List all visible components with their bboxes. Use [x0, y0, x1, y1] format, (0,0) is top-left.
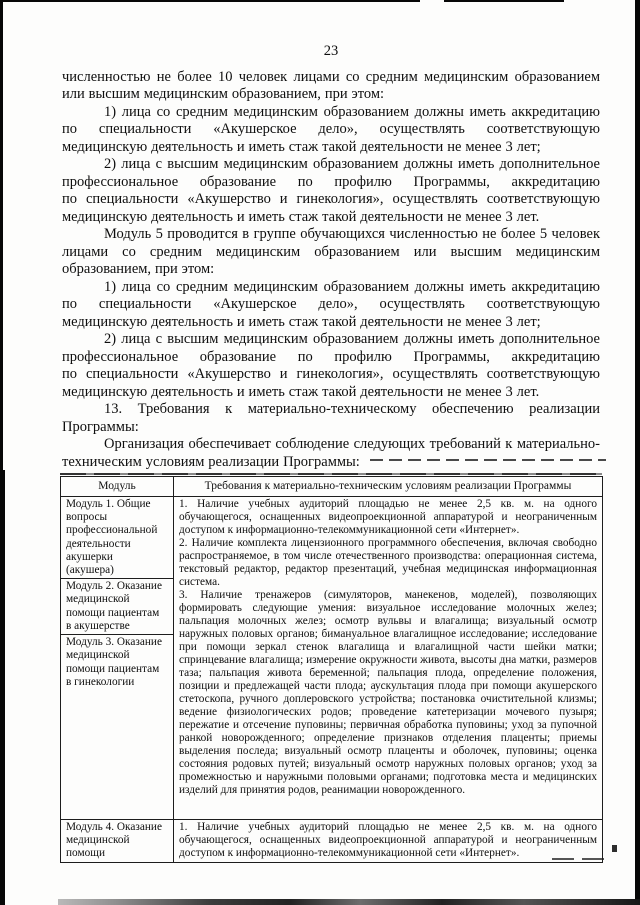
- requirements-table: [60, 476, 603, 863]
- module-label-line: Модуль 3. Оказание: [66, 636, 162, 649]
- paragraph-line: численностью не более 10 человек лицами со средним медицинским образованием: [62, 68, 600, 85]
- paragraph-line: образованием, при этом:: [62, 261, 215, 277]
- paragraph-line: Программы:: [62, 418, 139, 435]
- paragraph: [62, 436, 600, 471]
- module-label-line: Модуль 2. Оказание: [66, 580, 162, 593]
- module-label-line: помощи пациентам: [66, 606, 160, 619]
- paragraph-line: Организация обеспечивает соблюдение следующих требований к материально-: [104, 436, 600, 452]
- paragraph-line: 1) лица со средним медицинским образованием должны иметь аккредитацию: [104, 278, 600, 295]
- paragraph-line: по специальности «Акушерство и гинекология», осуществлять соответствующую: [62, 191, 600, 207]
- paragraph: [62, 69, 600, 104]
- table-row-module-1: [61, 497, 603, 579]
- requirement-item: 1. Наличие учебных аудиторий площадью не менее 2,5 кв. м. на одного обучающегося, оснащенных видеопроекционной аппаратурой и неограниченным доступом к информационно-телекоммуникационной сети «Интернет».: [179, 498, 597, 536]
- page-content: [62, 0, 600, 863]
- paragraph-line: 2) лица с высшим медицинским образованием должны иметь дополнительное: [104, 156, 600, 172]
- module-1-cell: [61, 497, 174, 579]
- module-label-line: помощи: [66, 847, 106, 860]
- module-label-line: Модуль 1. Общие: [66, 498, 151, 510]
- scan-edge-left-lower: [0, 470, 5, 905]
- module-label-line: помощи пациентам: [66, 662, 160, 675]
- requirement-item: 1. Наличие учебных аудиторий площадью не менее 2,5 кв. м. на одного обучающегося, оснащенных видеопроекционной аппаратурой и неограниченным доступом к информационно-телекоммуникационной сети «Интернет».: [179, 821, 597, 859]
- paragraph-line: медицинскую деятельность и иметь стаж такой деятельности не менее 3 лет.: [62, 383, 540, 400]
- module-3-cell: [61, 635, 174, 820]
- module-label-line: (акушера): [66, 564, 114, 577]
- module-label-line: акушерки: [66, 550, 113, 563]
- module-label-line: медицинской: [66, 593, 130, 606]
- module-label-line: медицинской: [66, 834, 130, 847]
- paragraph: [62, 279, 600, 332]
- module-2-cell: [61, 579, 174, 635]
- module-label-line: в акушерстве: [66, 619, 130, 632]
- scan-bottom-bar: [58, 899, 640, 905]
- paragraph: [62, 226, 600, 279]
- body-paragraphs: [62, 69, 600, 472]
- page-number: 23: [323, 43, 339, 59]
- paragraph-line: по специальности «Акушерское дело», осуществлять соответствующую: [62, 121, 600, 137]
- paragraph: [62, 104, 600, 157]
- scan-speck: [612, 845, 617, 852]
- paragraph-line: профессиональное образование по профилю Программы, аккредитацию: [62, 173, 600, 190]
- paragraph-line: по специальности «Акушерство и гинекология», осуществлять соответствующую: [62, 366, 600, 382]
- module-label-line: вопросы: [66, 511, 108, 524]
- module-label-line: в гинекологии: [66, 675, 135, 688]
- requirements-cell-modules-1-3: [174, 497, 603, 820]
- module-label-line: Модуль 4. Оказание: [66, 821, 162, 833]
- paragraph-line: 1) лица со средним медицинским образованием должны иметь аккредитацию: [104, 103, 600, 120]
- module-4-cell: [61, 820, 174, 863]
- paragraph-line: медицинскую деятельность и иметь стаж такой деятельности не менее 3 лет;: [62, 313, 541, 330]
- requirements-cell-module-4: [174, 820, 603, 863]
- paragraph-line: профессиональное образование по профилю Программы, аккредитацию: [62, 348, 600, 365]
- table-header-row: [61, 477, 603, 497]
- paragraph-line: 2) лица с высшим медицинским образованием должны иметь дополнительное: [104, 331, 600, 347]
- scan-edge-right: [635, 0, 640, 905]
- paragraph-line: Модуль 5 проводится в группе обучающихся численностью не более 5 человек: [104, 226, 600, 242]
- paragraph-line: по специальности «Акушерское дело», осуществлять соответствующую: [62, 296, 600, 312]
- paragraph-line: лицами со средним медицинским образованием или высшим медицинским: [62, 243, 600, 260]
- module-label-line: профессиональной: [66, 524, 158, 537]
- paragraph: [62, 331, 600, 401]
- table-header-module: Модуль: [61, 477, 174, 497]
- scan-edge-left-upper: [0, 0, 3, 478]
- module-label-line: медицинской: [66, 649, 130, 662]
- paragraph: [62, 156, 600, 226]
- requirement-item: 3. Наличие тренажеров (симуляторов, манекенов, моделей), позволяющих формировать следующие умения: визуальное исследование молочных желез; пальпация молочных желез; осмотр вульвы и влагалища; визуальный осмотр наружных половых органов; бимануальное влагалищное исследование; исследование при помощи зеркал стенок влагалища и влагалищной части шейки матки; спринцевание влагалища; измерение окружности живота, высоты дна матки, размеров таза; пальпация живота беременной; пальпация плода, определение положения, позиции и предлежащей части плода; аускультация плода при помощи акушерского стетоскопа, ручного доплеровского устройства; постановка очистительной клизмы; ведение физиологических родов; проведение катетеризации мочевого пузыря; пережатие и отсечение пуповины; первичная обработка пуповины; уход за пупочной ранкой новорожденного; определение признаков отделения плаценты; приемы выделения последа; визуальный осмотр плаценты и оболочек, пуповины; оценка состояния родовых путей; визуальный осмотр наружных половых органов; уход за промежностью и наружными половыми органами; подготовка места и медицинских изделий для принятия родов, реанимации новорожденного.: [179, 589, 597, 796]
- requirement-item: 2. Наличие комплекта лицензионного программного обеспечения, включая свободно распространяемое, в том числе отечественного производства: операционная система, текстовый редактор, редактор презентаций, учебная медицинская информационная система.: [179, 537, 597, 588]
- paragraph-line: или высшим медицинским образованием, при этом:: [62, 86, 385, 102]
- table-top-dash-artifact: [60, 473, 602, 475]
- module-label-line: деятельности: [66, 537, 131, 550]
- table-header-requirements: Требования к материально-техническим условиям реализации Программы: [174, 477, 603, 497]
- paragraph-line: техническим условиям реализации Программы:: [62, 453, 360, 470]
- paragraph-line: медицинскую деятельность и иметь стаж такой деятельности не менее 3 лет.: [62, 208, 540, 225]
- paragraph: [62, 401, 600, 436]
- paragraph-line: 13. Требования к материально-техническому обеспечению реализации: [104, 401, 600, 417]
- table-row-module-4: [61, 820, 603, 863]
- paragraph-line: медицинскую деятельность и иметь стаж такой деятельности не менее 3 лет;: [62, 138, 541, 155]
